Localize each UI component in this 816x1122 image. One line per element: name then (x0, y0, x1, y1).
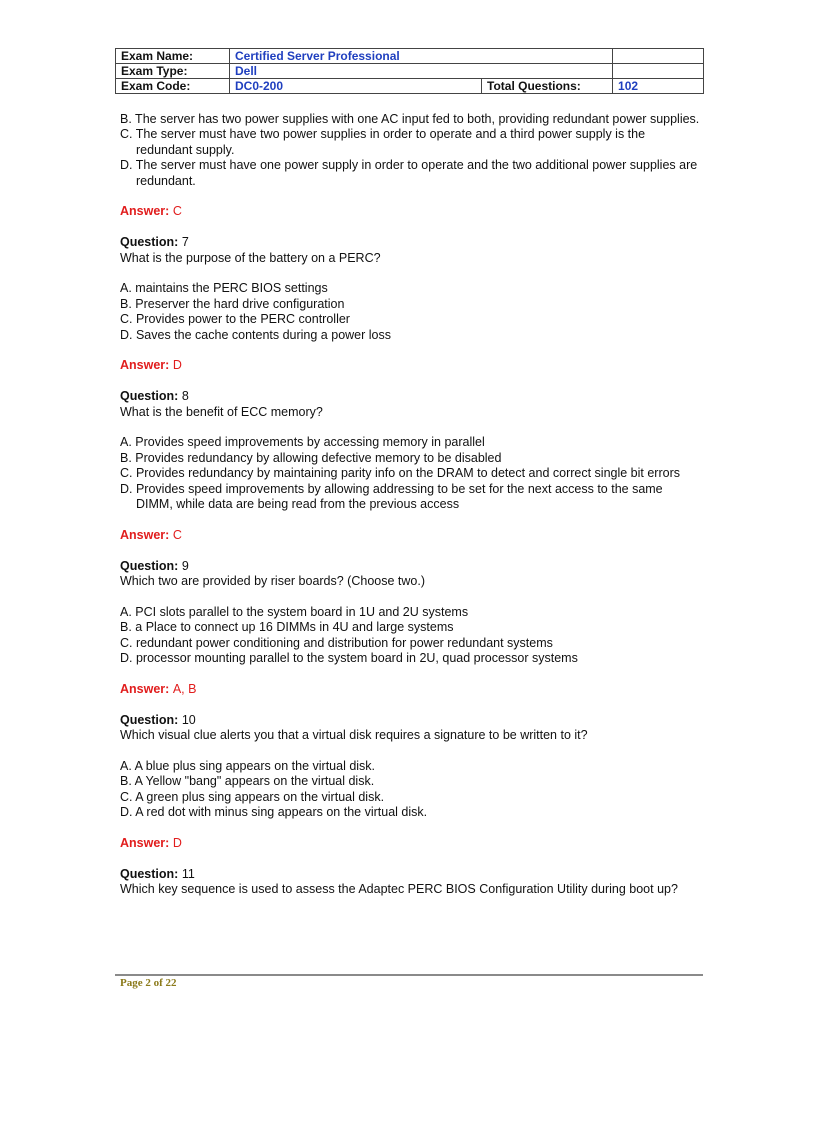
question-heading (120, 713, 700, 728)
answer-option: B. Provides redundancy by allowing defective memory to be disabled (120, 450, 502, 465)
exam-type-label: Exam Type: (116, 64, 230, 79)
exam-code-label: Exam Code: (116, 79, 230, 94)
answer-label: Answer: (120, 835, 170, 850)
question-block (120, 713, 700, 867)
question-label: Question: (120, 558, 179, 573)
exam-code-value: DC0-200 (230, 79, 482, 94)
answer-option: A. A blue plus sing appears on the virtual disk. (120, 758, 376, 773)
answer-label: Answer: (120, 204, 170, 219)
question-label: Question: (120, 235, 179, 250)
question-text: What is the purpose of the battery on a PERC? (120, 250, 381, 265)
answer-option: C. redundant power conditioning and distribution for power redundant systems (120, 635, 553, 650)
answer-value: A, B (172, 681, 197, 696)
question-label: Question: (120, 712, 179, 727)
exam-type-value: Dell (230, 64, 613, 79)
answer-option: C. Provides redundancy by maintaining parity info on the DRAM to detect and correct single bit errors (120, 466, 680, 481)
page-number: Page 2 of 22 (120, 977, 177, 989)
question-heading (120, 867, 700, 882)
question-text: What is the benefit of ECC memory? (120, 404, 323, 419)
question-number: 8 (181, 389, 189, 404)
answer-option: D. Provides speed improvements by allowing addressing to be set for the next access to the same DIMM, while data are being read from the previous access (120, 481, 663, 512)
question-number: 11 (181, 866, 195, 881)
question-text: Which visual clue alerts you that a virtual disk requires a signature to be written to it? (120, 728, 588, 743)
exam-name-value: Certified Server Professional (230, 49, 613, 64)
answer-line (120, 358, 700, 373)
question-label: Question: (120, 866, 179, 881)
answer-value: D (172, 835, 182, 850)
answer-line (120, 204, 700, 219)
answer-option: D. The server must have one power supply in order to operate and the two additional power supplies are redundant. (120, 158, 698, 188)
question-heading (120, 389, 700, 404)
answer-label: Answer: (120, 527, 170, 542)
answer-option: B. Preserver the hard drive configuration (120, 296, 345, 311)
question-text: Which key sequence is used to assess the Adaptec PERC BIOS Configuration Utility during boot up? (120, 882, 678, 897)
answer-value: C (172, 204, 182, 219)
answer-option: D. A red dot with minus sing appears on the virtual disk. (120, 805, 428, 820)
answer-option: B. The server has two power supplies with one AC input fed to both, providing redundant power supplies. (120, 112, 700, 126)
answer-option: C. The server must have two power supplies in order to operate and a third power supply is the redundant supply. (120, 127, 646, 157)
continued-question (120, 112, 700, 235)
exam-name-label: Exam Name: (116, 49, 230, 64)
answer-option: C. Provides power to the PERC controller (120, 312, 350, 327)
question-block (120, 235, 700, 389)
exam-code-row (116, 79, 704, 94)
answer-option: A. PCI slots parallel to the system board in 1U and 2U systems (120, 604, 469, 619)
answer-option: B. A Yellow "bang" appears on the virtual disk. (120, 774, 375, 789)
question-number: 9 (181, 558, 189, 573)
empty-cell (613, 64, 704, 79)
exam-name-row (116, 49, 704, 64)
question-label: Question: (120, 389, 179, 404)
answer-line (120, 836, 700, 851)
answer-option: C. A green plus sing appears on the virtual disk. (120, 789, 385, 804)
footer-divider (115, 974, 703, 976)
answer-label: Answer: (120, 681, 170, 696)
question-heading (120, 235, 700, 250)
answer-option: D. Saves the cache contents during a power loss (120, 327, 391, 342)
answer-label: Answer: (120, 358, 170, 373)
answer-option: D. processor mounting parallel to the system board in 2U, quad processor systems (120, 651, 578, 666)
question-number: 7 (181, 235, 189, 250)
total-questions-value: 102 (613, 79, 704, 94)
empty-cell (613, 49, 704, 64)
exam-type-row (116, 64, 704, 79)
exam-header-table (115, 48, 704, 94)
answer-option: A. maintains the PERC BIOS settings (120, 281, 328, 296)
answer-option: B. a Place to connect up 16 DIMMs in 4U and large systems (120, 620, 454, 635)
answer-line (120, 682, 700, 697)
answer-option: A. Provides speed improvements by accessing memory in parallel (120, 435, 485, 450)
answer-line (120, 528, 700, 543)
question-text: Which two are provided by riser boards? (Choose two.) (120, 574, 425, 589)
question-block (120, 389, 700, 558)
question-block (120, 867, 700, 898)
answer-value: C (172, 527, 182, 542)
total-questions-label: Total Questions: (482, 79, 613, 94)
question-number: 10 (181, 712, 196, 727)
answer-value: D (172, 358, 182, 373)
question-heading (120, 559, 700, 574)
question-content (120, 112, 700, 898)
question-block (120, 559, 700, 713)
